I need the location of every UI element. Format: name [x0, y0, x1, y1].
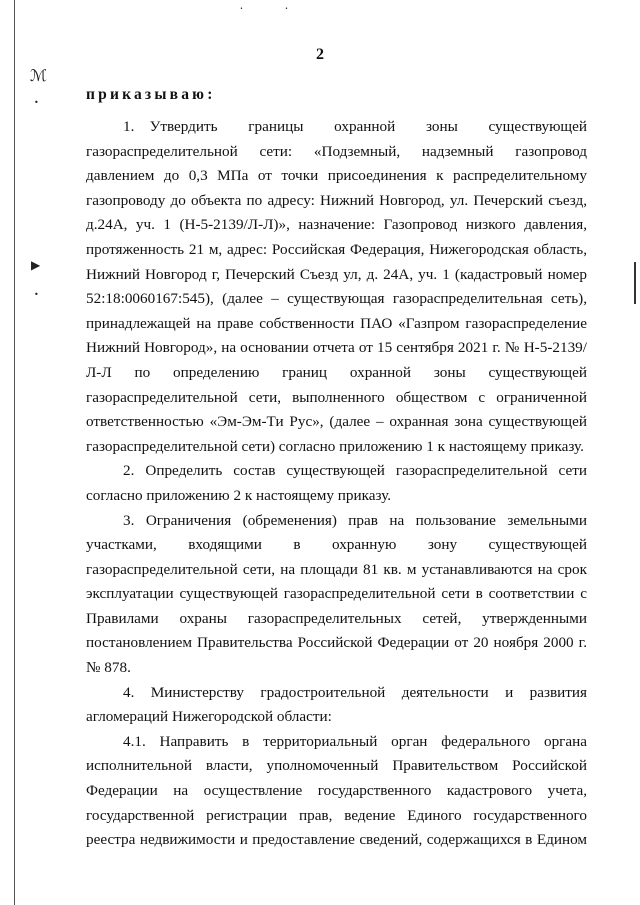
order-heading: приказываю:: [86, 86, 216, 103]
margin-dot: •: [34, 290, 39, 299]
paragraph-1: 1. Утвердить границы охранной зоны существующей газораспределительной сети: «Подземный, надземный газопровод давлением до 0,3 МПа от точки присоединения к распределительному газопроводу до объекта по адресу: Нижний Новгород, ул. Печерский съезд, д.24А, уч. 1 (Н-5-2139/Л-Л)», назначение: Газопровод низкого давления, протяженность 21 м, адрес: Российская Федерация, Нижегородская область, Нижний Новгород г, Печерский Съезд ул, д. 24А, уч. 1 (кадастровый номер 52:18:0060167:545), (далее – существующая газораспределительная сеть), принадлежащей на праве собственности ПАО «Газпром газораспределение Нижний Новгород», на основании отчета от 15 сентября 2021 г. № Н-5-2139/Л-Л по определению границ охранной зоны существующей газораспределительной сети, выполненного обществом с ограниченной ответственностью «Эм-Эм-Ти Рус», (далее – охранная зона существующей газораспределительной сети) согласно приложению 1 к настоящему приказу.: [86, 118, 587, 455]
top-dot: •: [240, 6, 243, 12]
paragraph-4-1: 4.1. Направить в территориальный орган федерального органа исполнительной власти, уполномоченный Правительством Российской Федерации на осуществление государственного кадастрового учета, государственной регистрации прав, ведение Единого государственного реестра недвижимости и предоставление сведений, содержащихся в Едином: [86, 732, 587, 849]
paragraph-2: 2. Определить состав существующей газораспределительной сети согласно приложению 2 к настоящему приказу.: [86, 462, 587, 504]
page-number: 2: [316, 46, 324, 63]
paragraph-3: 3. Ограничения (обременения) прав на пользование земельными участками, входящими в охранную зону существующей газораспределительной сети, на площади 81 кв. м устанавливаются на срок эксплуатации существующей газораспределительной сети в соответствии с Правилами охраны газораспределительных сетей, утвержденными постановлением Правительства Российской Федерации от 20 ноября 2000 г. № 878.: [86, 511, 587, 677]
document-body: [86, 115, 587, 853]
margin-mark: ℳ: [30, 66, 48, 85]
margin-dot: •: [34, 98, 39, 107]
margin-mark: ▶: [31, 258, 41, 272]
right-scan-mark: [634, 262, 636, 304]
left-scan-border: [14, 0, 15, 905]
top-dot: •: [285, 6, 288, 12]
paragraph-4: 4. Министерству градостроительной деятельности и развития агломераций Нижегородской области:: [86, 683, 587, 726]
